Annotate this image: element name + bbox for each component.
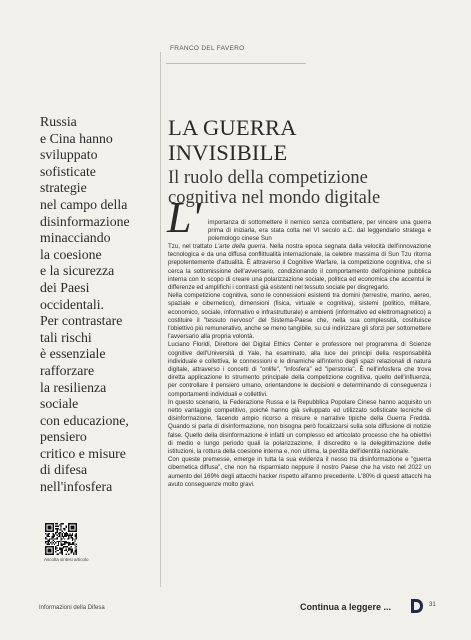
author-divider [166,63,306,64]
pullquote-line: dei Paesi [40,279,90,295]
pullquote-line: la coesione [40,246,102,262]
pullquote-line: disinformazione [40,213,130,229]
body-paragraph: In questo scenario, la Federazione Russa e la Repubblica Popolare Cinese hanno acquisito un netto vantaggio competitivo, poiché hanno già sviluppato ed utilizzato sofisticate tecniche di disinformazione, facendo ampio ricorso a misure e narrative tipiche della Guerra Fredda. Quando si parla di disinformazione, non bisogna però focalizzarsi sulla sola diffusione di notizie false. Quello della disinformazione è infatti un complesso ed articolato processo che ha obiettivi di medio e lungo periodo quali la polarizzazione, il discredito e la delegittimazione delle istituzioni, la rottura della coesione interna e, non ultima, la perdita dell'identità nazionale. [168,398,431,456]
body-paragraph: Tzu, nel trattato L'arte della guerra. Nella nostra epoca segnata dalla velocità dell'innovazione tecnologica e da una diffusa conflittualità internazionale, la celebre massima di Sun Tzu ritorna prepotentemente d'attualità. È attraverso il Cognitive Warfare, la competizione cognitiva, che si cerca la sottomissione dell'avversario, condizionando il comportamento dell'opinione pubblica interna con lo scopo di creare una polarizzazione sociale, politica ed economica che accentui le differenze ed amplifichi i contrasti già esistenti nel tessuto sociale per disgregarlo. [168,243,432,292]
pullquote-line: sociale [40,396,79,412]
d-logo-icon [410,598,424,614]
pullquote-line: e Cina hanno [40,130,113,146]
author-name: FRANCO DEL FAVERO [170,45,245,52]
qr-caption: Ascolta sintesi articolo [44,557,89,562]
pullquote [40,114,158,496]
article-body [168,243,431,489]
title-line: INVISIBILE [168,140,288,165]
title-line: LA GUERRA [168,115,297,140]
subtitle-line: Il ruolo della competizione [168,168,368,188]
pullquote-line: tali rischi [40,329,92,345]
pullquote-line: Russia [40,114,77,129]
pullquote-line: sofisticate [40,163,96,179]
pullquote-line: occidentali. [40,296,104,312]
pullquote-line: minacciando [40,230,111,246]
pullquote-line: sviluppato [40,147,98,163]
drop-cap: L' [167,193,201,242]
body-paragraph: Con queste premesse, emerge in tutta la sua evidenza il nesso tra disinformazione e "guerra cibernetica diffusa", che non ha risparmiato neppure il nostro Paese che ha visto nel 2022 un aumento del 169% degli attacchi hacker rispetto all'anno precedente. L'80% di questi attacchi ha avuto conseguenze molto gravi. [168,456,431,488]
pullquote-line: Per contrastare [40,313,123,329]
pullquote-line: di difesa [40,462,88,478]
pullquote-line: rafforzare [40,362,95,378]
pullquote-line: è essenziale [40,346,106,362]
article-intro: importanza di sottomettere il nemico senza combattere, per vincere una guerra prima di iniziarla, era stata colta nel VI secolo a.C. dal leggendario stratega e polemologo cinese Sun [208,219,431,243]
page-number: 31 [429,602,436,608]
column-divider [160,52,161,587]
subtitle-line: cognitiva nel mondo digitale [168,188,381,208]
body-paragraph: Luciano Floridi, Direttore del Digital Ethics Center e professore nel programma di Scienze cognitive dell'Università di Yale, ha esaminato, alla luce dei principi della responsabilità individuale e collettiva, le connessioni e le dinamiche all'interno degli spazi relazionali di natura digitale, attraverso i concetti di "onlife", "infosfera" ed "iperstoria". È nell'infosfera che trova diretta applicazione lo strumento principale della competizione cognitiva, quello dell'influenza, per controllare il pensiero umano, orientandone le decisioni e determinando di conseguenza i comportamenti individuali e collettivi. [168,341,431,398]
publication-name: Informazioni della Difesa [39,605,105,611]
book-title: L'arte della guerra [214,243,266,250]
continue-reading-link[interactable]: Continua a leggere ... [300,602,392,612]
pullquote-line: nell'infosfera [40,479,113,495]
pullquote-line: pensiero [40,429,87,445]
pullquote-line: e la sicurezza [40,263,115,279]
qr-code-icon[interactable] [45,523,77,560]
pullquote-line: con educazione, [40,412,129,428]
article-title [168,115,297,165]
pullquote-line: strategie [40,180,87,196]
pullquote-line: nel campo della [40,196,128,212]
pullquote-line: la resilienza [40,379,107,395]
body-paragraph: Nella competizione cognitiva, sono le connessioni esistenti tra domini (terrestre, marino, aereo, spaziale e cibernetico), dimensioni (fisica, virtuale e cognitiva), sistemi (politico, militare, economico, sociale, informativo e infrastrutturale) e ambienti (informativo ed elettromagnetico) a costituire il "tessuto nervoso" del Sistema-Paese che, nella sua complessità, costituisce l'obiettivo più remunerativo, anche se meno tangibile, su cui indirizzare gli sforzi per sottomettere l'avversario alla propria volontà. [168,292,431,341]
pullquote-line: critico e misure [40,445,126,461]
